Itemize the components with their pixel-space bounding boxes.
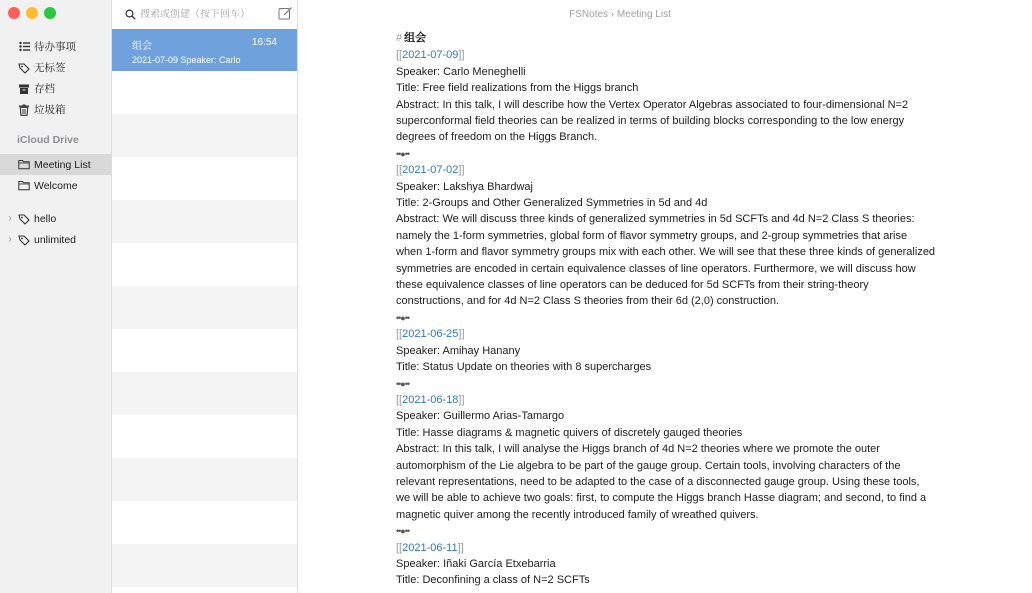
archive-icon bbox=[18, 83, 30, 95]
wiki-link[interactable]: [[2021-06-11]] bbox=[396, 541, 464, 554]
list-row bbox=[112, 544, 297, 587]
sidebar-tag-label: hello bbox=[34, 212, 57, 225]
wiki-link[interactable]: [[2021-06-18]] bbox=[396, 393, 465, 406]
wiki-link[interactable]: [[2021-07-09]] bbox=[396, 49, 465, 62]
folder-icon bbox=[18, 159, 30, 171]
search-icon bbox=[124, 9, 136, 21]
sidebar-folder-meeting-list[interactable] bbox=[0, 154, 111, 175]
list-row bbox=[112, 286, 297, 329]
zoom-window-button[interactable] bbox=[44, 7, 56, 19]
note-card-title: 组会 bbox=[132, 41, 152, 52]
sidebar-item-todo[interactable] bbox=[0, 36, 111, 57]
compose-icon bbox=[278, 6, 293, 21]
separator-marker: ••●•• bbox=[396, 378, 410, 389]
date-link[interactable]: 2021-07-09 bbox=[402, 49, 459, 62]
untagged-icon bbox=[18, 62, 30, 74]
entry-speaker: Speaker: Iñaki García Etxebarria bbox=[396, 557, 556, 570]
icloud-drive-header: iCloud Drive bbox=[17, 134, 79, 146]
search-bar bbox=[112, 0, 297, 29]
list-row bbox=[112, 415, 297, 458]
list-row bbox=[112, 243, 297, 286]
note-card-selected[interactable] bbox=[112, 29, 297, 71]
editor-pane[interactable] bbox=[298, 0, 1032, 593]
checklist-icon bbox=[18, 41, 30, 53]
breadcrumb: FSNotes › Meeting List bbox=[569, 9, 671, 20]
notes-list bbox=[112, 0, 298, 593]
sidebar-item-label: 待办事项 bbox=[34, 41, 76, 53]
sidebar bbox=[0, 0, 112, 593]
sidebar-folder-welcome[interactable] bbox=[0, 175, 111, 196]
note-heading bbox=[396, 30, 936, 46]
entry-title: Title: Free field realizations from the Higgs branch bbox=[396, 82, 639, 95]
entry-abstract: Abstract: We will discuss three kinds of generalized symmetries in 5d SCFTs and 4d N=2 Class S theories: namely the 1-form symmetries, global form of flavor symmetry groups, and 2-group symmetries that arise when 1-form and flavor symmetry groups mix with each other. We will see that these three kinds of generalized symmetries are encoded in certain equivalence classes of line operators. Furthermore, we will discuss how these equivalence classes of line operators can be deduced for 5d SCFTs from their string-theory constructions, and for 4d N=2 Class S theories from their 6d (2,0) construction. bbox=[396, 213, 936, 308]
empty-list-rows bbox=[112, 71, 297, 587]
minimize-window-button[interactable] bbox=[26, 7, 38, 19]
chevron-right-icon[interactable]: › bbox=[8, 234, 12, 245]
entry-title: Title: 2-Groups and Other Generalized Symmetries in 5d and 4d bbox=[396, 197, 708, 210]
separator-marker: ••●•• bbox=[396, 312, 410, 323]
date-link[interactable]: 2021-07-02 bbox=[402, 164, 459, 177]
tag-icon bbox=[18, 234, 30, 246]
list-row bbox=[112, 372, 297, 415]
entry-abstract: Abstract: In this talk, I will describe how the Vertex Operator Algebras associated to four-dimensional N=2 superconformal field theories can be realized in terms of building blocks corresponding to the low energy degrees of freedom on the Higgs Branch. bbox=[396, 98, 909, 144]
entry-speaker: Speaker: Amihay Hanany bbox=[396, 344, 521, 357]
entry-abstract: Abstract: In this talk, I will analyse the Higgs branch of 4d N=2 theories where we promote the outer automorphism of the Lie algebra to be part of the gauge group. Certain tools, involving characters of the relevant representations, need to be adapted to the case of a disconnected gauge group. Using these tools, we will be able to achieve two goals: first, to compute the Higgs branch Hasse diagram; and second, to find a magnetic quiver among the recently introduced family of wreathed quivers. bbox=[396, 443, 927, 521]
entry-title: Title: Hasse diagrams & magnetic quivers of discretely gauged theories bbox=[396, 426, 743, 439]
list-row bbox=[112, 458, 297, 501]
note-document[interactable] bbox=[396, 30, 936, 589]
tag-icon bbox=[18, 213, 30, 225]
entry-title: Title: Deconfining a class of N=2 SCFTs bbox=[396, 574, 590, 587]
heading-mark: # bbox=[396, 32, 403, 44]
list-row bbox=[112, 114, 297, 157]
sidebar-item-untagged[interactable] bbox=[0, 57, 111, 78]
heading-text: 组会 bbox=[404, 32, 427, 44]
list-row bbox=[112, 329, 297, 372]
sidebar-tag-hello[interactable] bbox=[0, 208, 111, 229]
entry-speaker: Speaker: Lakshya Bhardwaj bbox=[396, 180, 533, 193]
sidebar-item-label: 存档 bbox=[34, 83, 55, 95]
sidebar-item-archive[interactable] bbox=[0, 78, 111, 99]
wiki-link[interactable]: [[2021-06-25]] bbox=[396, 328, 465, 341]
search-input[interactable] bbox=[140, 9, 260, 20]
sidebar-tag-unlimited[interactable] bbox=[0, 229, 111, 250]
wiki-link[interactable]: [[2021-07-02]] bbox=[396, 164, 465, 177]
sidebar-folder-label: Meeting List bbox=[34, 158, 91, 171]
list-row bbox=[112, 200, 297, 243]
sidebar-tag-label: unlimited bbox=[34, 233, 77, 246]
sidebar-item-trash[interactable] bbox=[0, 99, 111, 120]
date-link[interactable]: 2021-06-11 bbox=[402, 541, 458, 554]
list-row bbox=[112, 157, 297, 200]
list-row bbox=[112, 71, 297, 114]
separator-marker: ••●•• bbox=[396, 526, 410, 537]
list-row bbox=[112, 501, 297, 544]
note-card-time: 16:54 bbox=[251, 37, 277, 48]
note-card-preview: 2021-07-09 Speaker: Carlo bbox=[132, 55, 241, 65]
trash-icon bbox=[18, 104, 30, 116]
date-link[interactable]: 2021-06-18 bbox=[402, 393, 459, 406]
folder-icon bbox=[18, 180, 30, 192]
window-controls bbox=[8, 7, 56, 19]
sidebar-item-label: 无标签 bbox=[34, 62, 66, 74]
chevron-right-icon[interactable]: › bbox=[8, 213, 12, 224]
sidebar-item-label: 垃圾箱 bbox=[34, 104, 66, 116]
separator-marker: ••●•• bbox=[396, 148, 410, 159]
sidebar-folder-label: Welcome bbox=[34, 179, 78, 192]
entry-title: Title: Status Update on theories with 8 supercharges bbox=[396, 361, 652, 374]
close-window-button[interactable] bbox=[8, 7, 20, 19]
new-note-button[interactable] bbox=[277, 5, 293, 21]
entry-speaker: Speaker: Carlo Meneghelli bbox=[396, 65, 526, 78]
entry-speaker: Speaker: Guillermo Arias-Tamargo bbox=[396, 410, 565, 423]
date-link[interactable]: 2021-06-25 bbox=[402, 328, 459, 341]
